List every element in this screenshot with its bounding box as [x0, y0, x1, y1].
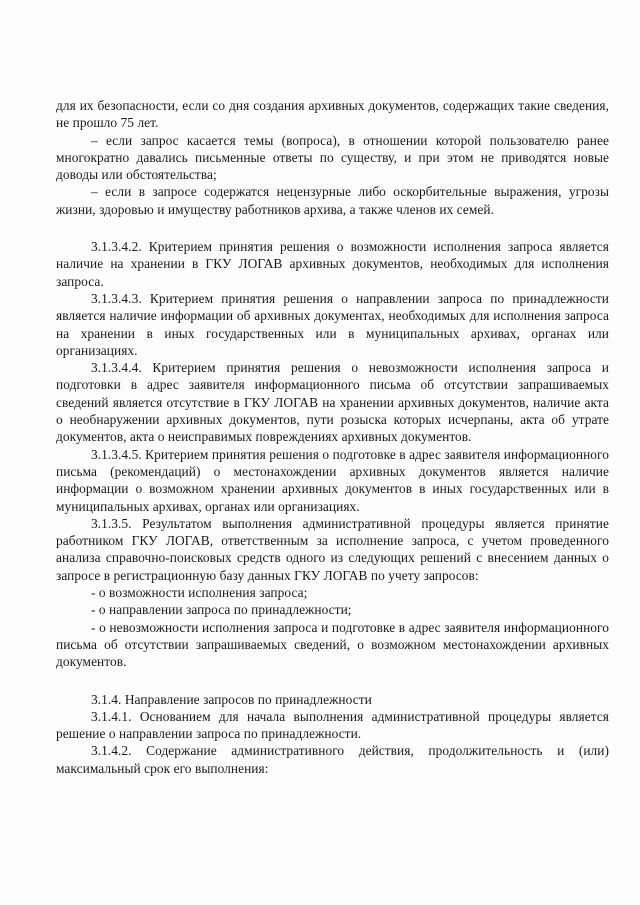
paragraph-3-1-4-1: 3.1.4.1. Основанием для начала выполнения административной процедуры является решение о направлении запроса по принадлежности. [56, 708, 609, 742]
section-heading-3-1-4: 3.1.4. Направление запросов по принадлежности [91, 691, 372, 707]
paragraph-3-1-3-4-2: 3.1.3.4.2. Критерием принятия решения о возможности исполнения запроса является наличие на хранении в ГКУ ЛОГАВ архивных документов, необходимых для исполнения запроса. [56, 239, 609, 289]
decision-option-impossible: - о невозможности исполнения запроса и подготовке в адрес заявителя информационного письма об отсутствии запрашиваемых сведений, о возможном местонахождении архивных документов. [56, 619, 609, 670]
decision-option-redirect: - о направлении запроса по принадлежности; [91, 602, 352, 618]
list-item-offensive-content: – если в запросе содержатся нецензурные либо оскорбительные выражения, угрозы жизни, здоровью и имуществу работников архива, а также членов их семей. [56, 184, 609, 217]
list-item-repeated-request: – если запрос касается темы (вопроса), в отношении которой пользователю ранее многократно давались письменные ответы по существу, и при этом не приводятся новые доводы или обстоятельства; [56, 132, 609, 183]
paragraph-3-1-3-4-4: 3.1.3.4.4. Критерием принятия решения о невозможности исполнения запроса и подготовки в адрес заявителя информационного письма об отсутствии запрашиваемых сведений является отсутствие в ГКУ ЛОГАВ на хранении архивных документов, наличие акта о необнаружении архивных документов, пути розыска которых исчерпаны, акта об утрате документов, акта о неисправимых повреждениях архивных документов. [56, 360, 609, 445]
decision-option-possible: - о возможности исполнения запроса; [91, 585, 308, 601]
paragraph-continuation: для их безопасности, если со дня создания архивных документов, содержащих такие сведения, не прошло 75 лет. [56, 98, 609, 131]
paragraph-3-1-3-4-3: 3.1.3.4.3. Критерием принятия решения о направлении запроса по принадлежности является наличие информации об архивных документах, необходимых для исполнения запроса на хранении в иных государственных или в муниципальных архивах, органах или организациях. [56, 290, 609, 358]
document-body [56, 97, 609, 777]
paragraph-3-1-4-2: 3.1.4.2. Содержание административного действия, продолжительность и (или) максимальный срок его выполнения: [56, 743, 609, 776]
paragraph-3-1-3-5: 3.1.3.5. Результатом выполнения административной процедуры является принятие работником ГКУ ЛОГАВ, ответственным за исполнение запроса, с учетом проведенного анализа справочно-поисковых средств одного из следующих решений с внесением данных о запросе в регистрационную базу данных ГКУ ЛОГАВ по учету запросов: [56, 515, 609, 583]
paragraph-3-1-3-4-5: 3.1.3.4.5. Критерием принятия решения о подготовке в адрес заявителя информационного письма (рекомендаций) о местонахождении архивных документов является наличие информации о возможном хранении архивных документов в иных государственных или в муниципальных архивах, органах или организациях. [56, 446, 609, 514]
